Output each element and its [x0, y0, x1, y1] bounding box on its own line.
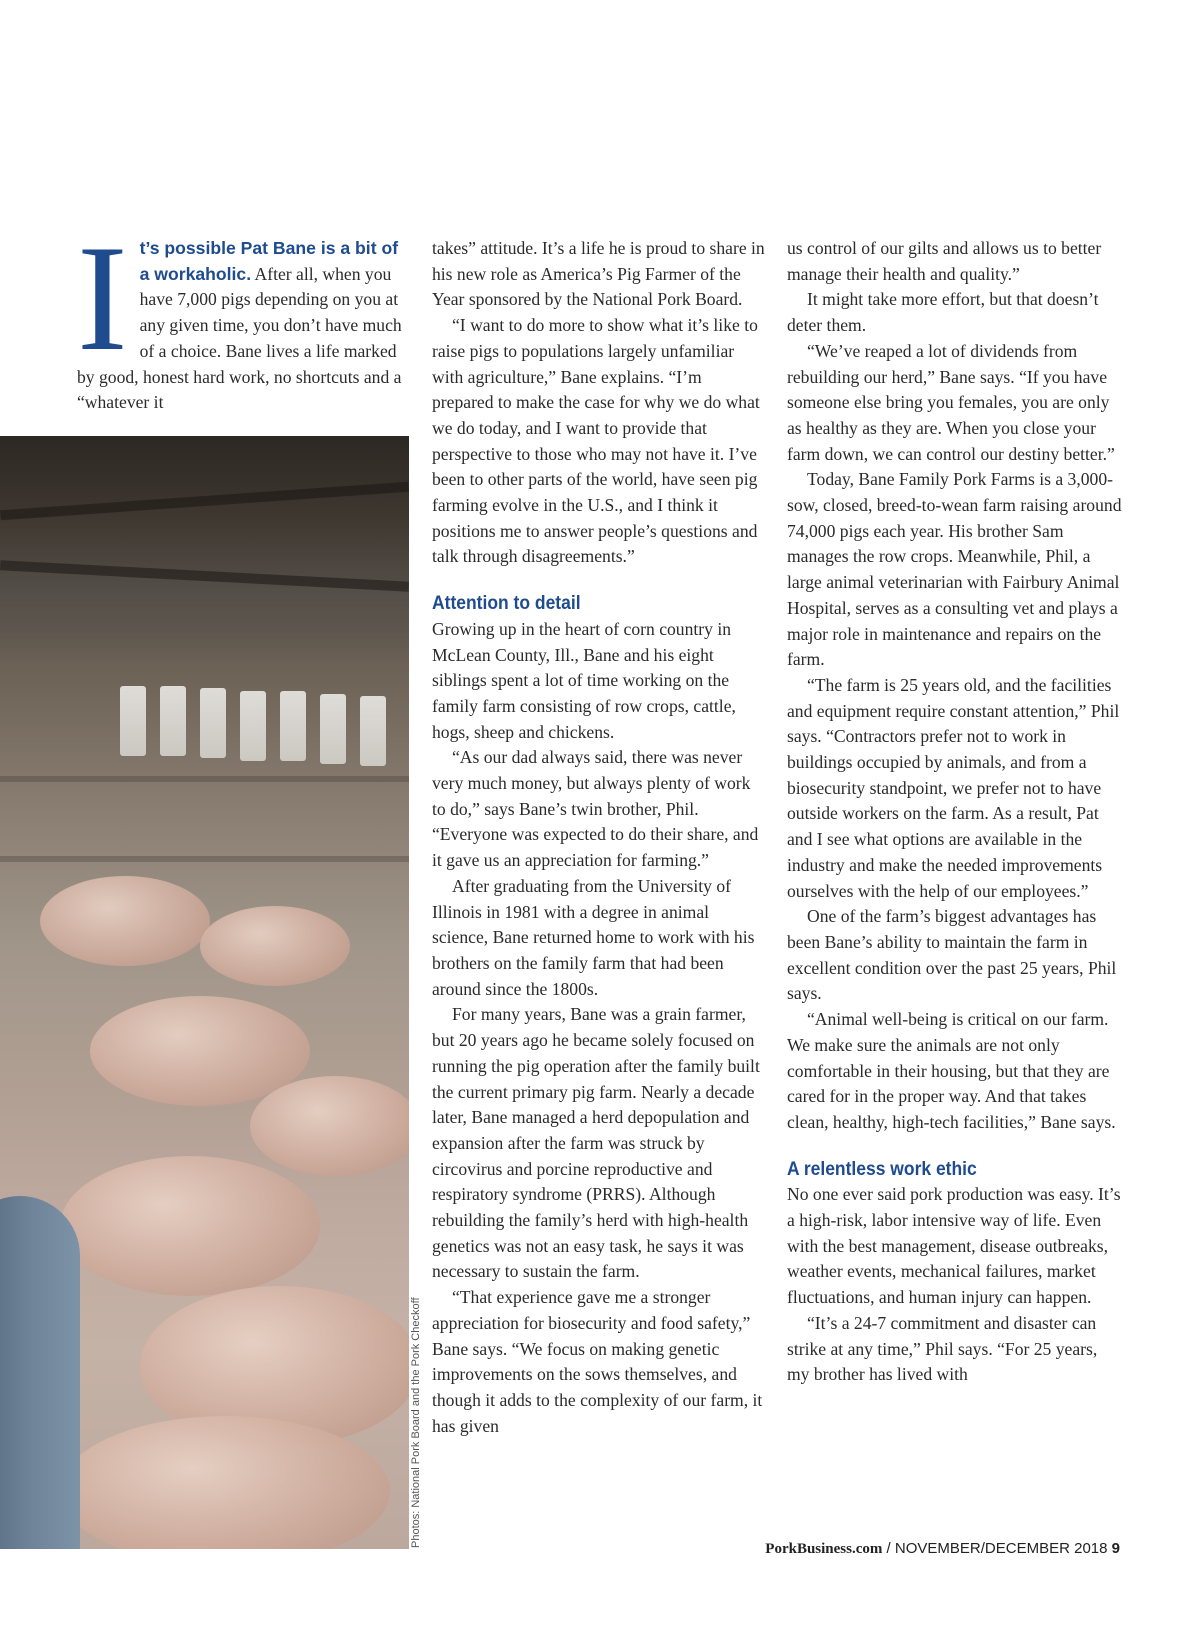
paragraph: It might take more effort, but that doesn’t deter them.	[787, 289, 1099, 336]
paragraph: “Animal well-being is critical on our farm. We make sure the animals are not only comfortable in their housing, but that they are cared for in the proper way. And that takes clean, healthy, high-tech facilities,” Bane says.	[787, 1009, 1116, 1132]
footer-separator: /	[882, 1540, 895, 1557]
section-heading: A relentless work ethic	[787, 1158, 977, 1180]
article-column-3	[787, 236, 1122, 1388]
paragraph: “I want to do more to show what it’s like to raise pigs to populations largely unfamiliar with agriculture,” Bane explains. “I’m prepared to make the case for why we do what we do today, and I want to provide that perspective to those who may not have it. I’ve been to other parts of the world, have seen pig farming evolve in the U.S., and I think it positions me to answer people’s questions and talk through disagreements.”	[432, 315, 760, 567]
paragraph: us control of our gilts and allows us to better manage their health and quality.”	[787, 238, 1102, 284]
barn-window	[280, 691, 306, 761]
photo-credit: Photos: National Pork Board and the Pork Checkoff	[410, 1297, 422, 1548]
barn-window	[200, 688, 226, 758]
pig	[60, 1156, 320, 1296]
page-number: 9	[1111, 1540, 1120, 1557]
paragraph: takes” attitude. It’s a life he is proud to share in his new role as America’s Pig Farmer of the Year sponsored by the National Pork Board.	[432, 238, 765, 310]
barn-window	[160, 686, 186, 756]
paragraph: “That experience gave me a stronger appreciation for biosecurity and food safety,” Bane says. “We focus on making genetic improvements on the sows themselves, and though it adds to the complexity of our farm, it has given	[432, 1287, 763, 1436]
paragraph: “It’s a 24-7 commitment and disaster can strike at any time,” Phil says. “For 25 years, my brother has lived with	[787, 1312, 1098, 1385]
drop-cap: I	[77, 214, 128, 382]
footer-issue: NOVEMBER/DECEMBER 2018	[894, 1540, 1108, 1557]
paragraph: “The farm is 25 years old, and the facilities and equipment require constant attention,” Phil says. “Contractors prefer not to work in buildings occupied by animals, and from a biosecurity standpoint, we prefer not to have outside workers on the farm. As a result, Pat and I see what options are available in the industry and make the needed improvements ourselves with the help of our employees.”	[787, 674, 1120, 901]
article-column-2	[432, 236, 767, 1439]
footer-site-link[interactable]: PorkBusiness.com	[765, 1541, 883, 1557]
lead-in: t’s possible Pat Bane is a bit of a workaholic.	[139, 238, 399, 284]
article-column-1	[77, 214, 412, 416]
pen-rail	[0, 856, 409, 862]
paragraph: No one ever said pork production was easy. It’s a high-risk, labor intensive way of life. Even with the best management, disease outbreaks, weather events, mechanical failures, market fluctuations, and human injury can happen.	[787, 1184, 1121, 1308]
pig-barn-photo	[0, 436, 409, 1549]
pig	[40, 876, 210, 966]
barn-window	[320, 694, 346, 764]
barn-window	[360, 696, 386, 766]
paragraph: Today, Bane Family Pork Farms is a 3,000-sow, closed, breed-to-wean farm raising around 74,000 pigs each year. His brother Sam manages the row crops. Meanwhile, Phil, a large animal veterinarian with Fairbury Animal Hospital, serves as a consulting vet and plays a major role in maintenance and repairs on the farm.	[787, 469, 1122, 670]
paragraph: After graduating from the University of Illinois in 1981 with a degree in animal science, Bane returned home to work with his brothers on the family farm that had been around since the 1800s.	[432, 875, 755, 999]
pen-rail	[0, 776, 409, 782]
paragraph: “As our dad always said, there was never very much money, but always plenty of work to do,” says Bane’s twin brother, Phil. “Everyone was expected to do their share, and it gave us an appreciation for farming.”	[432, 747, 759, 871]
barn-window	[240, 691, 266, 761]
pig	[200, 906, 350, 986]
paragraph: Growing up in the heart of corn country in McLean County, Ill., Bane and his eight siblings spent a lot of time working on the family farm consisting of row crops, cattle, hogs, sheep and chickens.	[432, 618, 736, 742]
paragraph: For many years, Bane was a grain farmer, but 20 years ago he became solely focused on running the pig operation after the family built the current primary pig farm. Nearly a decade later, Bane managed a herd depopulation and expansion after the farm was struck by circovirus and porcine reproductive and respiratory syndrome (PRRS). Although rebuilding the family’s herd with high-health genetics was not an easy task, he says it was necessary to sustain the farm.	[432, 1004, 760, 1282]
barn-window	[120, 686, 146, 756]
barn-roof	[0, 436, 409, 666]
section-heading: Attention to detail	[432, 593, 581, 615]
pig	[250, 1076, 409, 1176]
page-footer	[765, 1540, 1120, 1558]
farmer-shirt	[0, 1196, 80, 1549]
paragraph: One of the farm’s biggest advantages has been Bane’s ability to maintain the farm in excellent condition over the past 25 years, Phil says.	[787, 906, 1117, 1004]
intro-text: After all, when you have 7,000 pigs depending on you at any given time, you don’t have much of a choice. Bane lives a life marked by good, honest hard work, no shortcuts and a “whatever it	[77, 263, 402, 413]
paragraph: “We’ve reaped a lot of dividends from rebuilding our herd,” Bane says. “If you have someone else bring you females, you are only as healthy as they are. When you close your farm down, we can control our destiny better.”	[787, 340, 1115, 464]
